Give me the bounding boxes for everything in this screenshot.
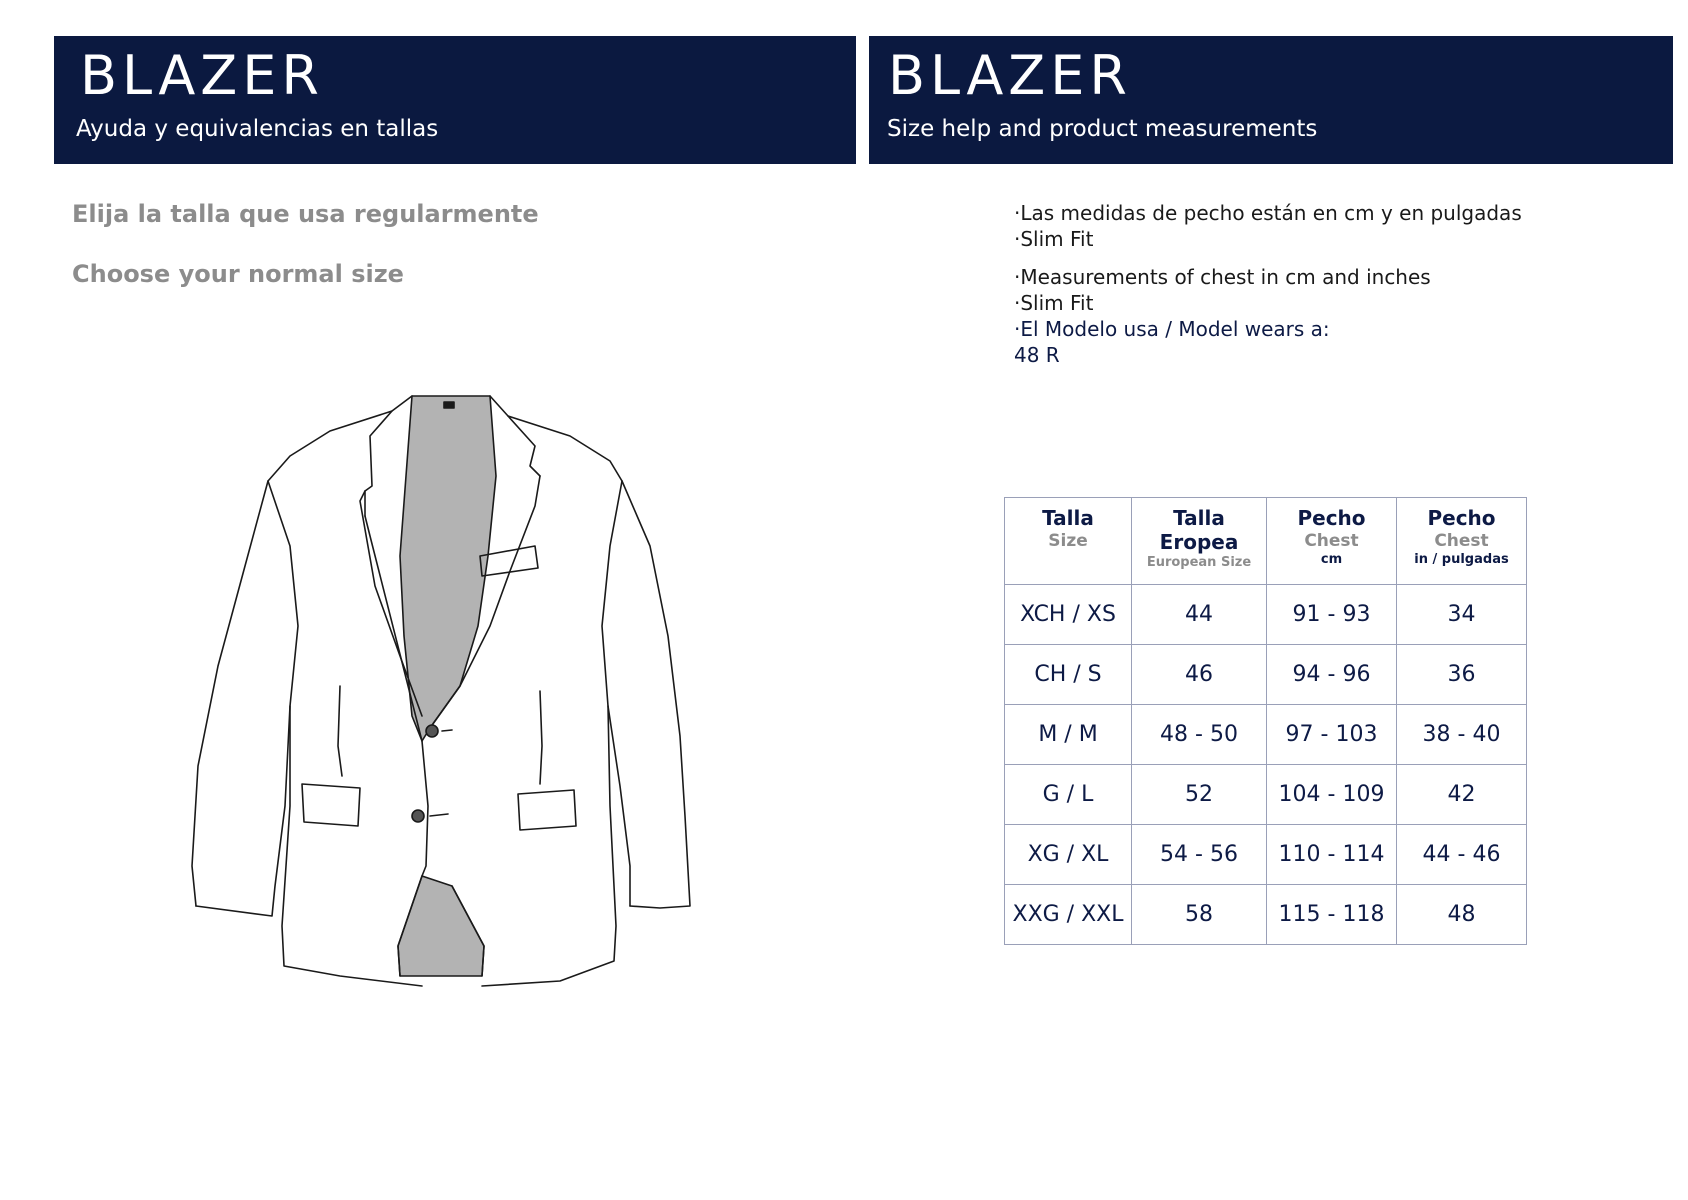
banner-title: BLAZER xyxy=(888,44,1132,107)
cell-eu: 58 xyxy=(1132,885,1267,945)
note-model-size: 48 R xyxy=(1014,343,1060,367)
choose-size-es: Elija la talla que usa regularmente xyxy=(72,200,539,228)
cell-size: M / M xyxy=(1005,705,1132,765)
cell-chest-in: 38 - 40 xyxy=(1397,705,1527,765)
cell-chest-cm: 94 - 96 xyxy=(1267,645,1397,705)
cell-size: G / L xyxy=(1005,765,1132,825)
note-fit-en: ·Slim Fit xyxy=(1014,291,1094,315)
cell-chest-cm: 115 - 118 xyxy=(1267,885,1397,945)
table-row xyxy=(1005,765,1527,825)
cell-chest-in: 36 xyxy=(1397,645,1527,705)
cell-chest-cm: 110 - 114 xyxy=(1267,825,1397,885)
table-header-row xyxy=(1005,498,1527,585)
cell-eu: 48 - 50 xyxy=(1132,705,1267,765)
table-row xyxy=(1005,885,1527,945)
cell-eu: 46 xyxy=(1132,645,1267,705)
header-european-size: Talla Eropea European Size xyxy=(1132,498,1267,585)
table-row xyxy=(1005,645,1527,705)
cell-chest-cm: 97 - 103 xyxy=(1267,705,1397,765)
header-size: Talla Size xyxy=(1005,498,1132,585)
banner-english xyxy=(869,36,1673,164)
cell-size: XXG / XXL xyxy=(1005,885,1132,945)
cell-size: XG / XL xyxy=(1005,825,1132,885)
cell-chest-in: 44 - 46 xyxy=(1397,825,1527,885)
cell-chest-cm: 91 - 93 xyxy=(1267,585,1397,645)
cell-eu: 52 xyxy=(1132,765,1267,825)
choose-size-en: Choose your normal size xyxy=(72,260,404,288)
banner-subtitle: Size help and product measurements xyxy=(887,116,1318,142)
product-notes xyxy=(1014,200,1522,368)
cell-size: XCH / XS xyxy=(1005,585,1132,645)
table-row xyxy=(1005,585,1527,645)
cell-size: CH / S xyxy=(1005,645,1132,705)
note-fit-es: ·Slim Fit xyxy=(1014,227,1094,251)
header-chest-in: Pecho Chest in / pulgadas xyxy=(1397,498,1527,585)
cell-chest-cm: 104 - 109 xyxy=(1267,765,1397,825)
banner-subtitle: Ayuda y equivalencias en tallas xyxy=(76,116,439,142)
blazer-icon xyxy=(190,386,710,1006)
note-model: ·El Modelo usa / Model wears a: xyxy=(1014,317,1330,341)
header-chest-cm: Pecho Chest cm xyxy=(1267,498,1397,585)
cell-eu: 54 - 56 xyxy=(1132,825,1267,885)
note-chest-es: ·Las medidas de pecho están en cm y en pulgadas xyxy=(1014,201,1522,225)
cell-chest-in: 48 xyxy=(1397,885,1527,945)
cell-chest-in: 42 xyxy=(1397,765,1527,825)
banner-spanish xyxy=(54,36,856,164)
cell-eu: 44 xyxy=(1132,585,1267,645)
size-chart-table xyxy=(1004,497,1527,945)
note-chest-en: ·Measurements of chest in cm and inches xyxy=(1014,265,1431,289)
table-row xyxy=(1005,705,1527,765)
table-row xyxy=(1005,825,1527,885)
cell-chest-in: 34 xyxy=(1397,585,1527,645)
banner-title: BLAZER xyxy=(80,44,324,107)
